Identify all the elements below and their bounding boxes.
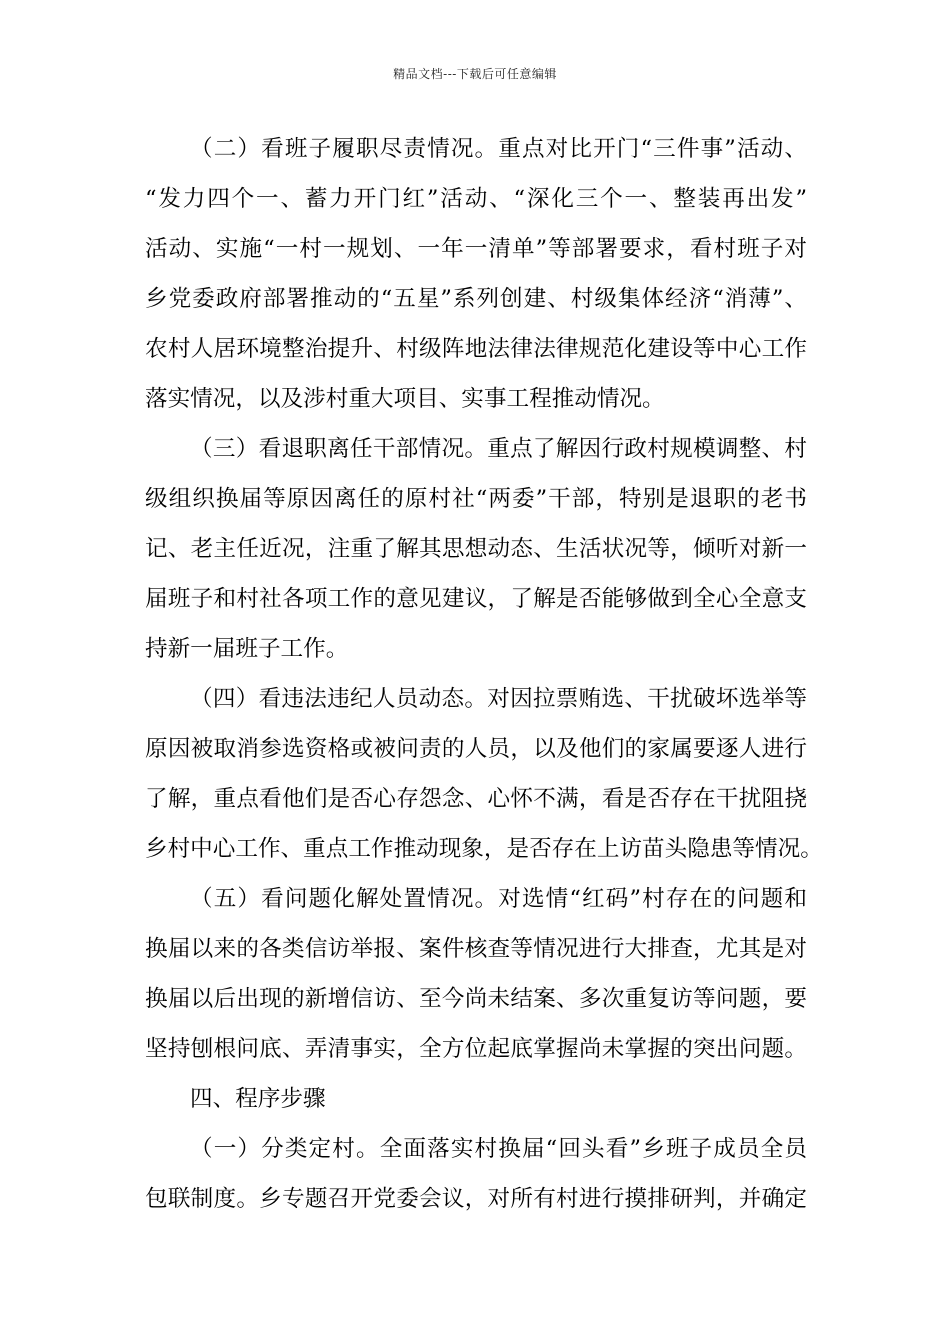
section-heading-procedure: 四、程序步骤 <box>190 1086 326 1112</box>
paragraph-3-line-5: 持新一届班子工作。 <box>145 636 349 662</box>
paragraph-4-line-3: 了解，重点看他们是否心存怨念、心怀不满，看是否存在干扰阻挠 <box>145 786 807 812</box>
paragraph-6-line-2: 包联制度。乡专题召开党委会议，对所有村进行摸排研判，并确定 <box>145 1186 807 1212</box>
paragraph-2-line-6: 落实情况，以及涉村重大项目、实事工程推动情况。 <box>145 386 665 412</box>
paragraph-2-line-2: “发力四个一、蓄力开门红”活动、“深化三个一、整装再出发” <box>145 186 807 212</box>
paragraph-3-line-3: 记、老主任近况，注重了解其思想动态、生活状况等，倾听对新一 <box>145 536 807 562</box>
paragraph-2-line-3: 活动、实施“一村一规划、一年一清单”等部署要求，看村班子对 <box>145 236 807 262</box>
page-header: 精品文档---下载后可任意编辑 <box>393 67 557 81</box>
paragraph-4-line-1: （四）看违法违纪人员动态。对因拉票贿选、干扰破坏选举等 <box>190 686 807 712</box>
paragraph-2-line-5: 农村人居环境整治提升、村级阵地法律法律规范化建设等中心工作 <box>145 336 807 362</box>
paragraph-6-line-1: （一）分类定村。全面落实村换届“回头看”乡班子成员全员 <box>190 1136 807 1162</box>
paragraph-5-line-2: 换届以来的各类信访举报、案件核查等情况进行大排查，尤其是对 <box>145 936 807 962</box>
paragraph-5-line-4: 坚持刨根问底、弄清事实，全方位起底掌握尚未掌握的突出问题。 <box>145 1036 807 1062</box>
paragraph-5-line-1: （五）看问题化解处置情况。对选情“红码”村存在的问题和 <box>190 886 807 912</box>
paragraph-2-line-1: （二）看班子履职尽责情况。重点对比开门“三件事”活动、 <box>190 136 807 162</box>
paragraph-3-line-2: 级组织换届等原因离任的原村社“两委”干部，特别是退职的老书 <box>145 486 807 512</box>
paragraph-2-line-4: 乡党委政府部署推动的“五星”系列创建、村级集体经济“消薄”、 <box>145 286 807 312</box>
document-body <box>145 124 823 1224</box>
paragraph-4-line-2: 原因被取消参选资格或被问责的人员，以及他们的家属要逐人进行 <box>145 736 807 762</box>
paragraph-3-line-4: 届班子和村社各项工作的意见建议，了解是否能够做到全心全意支 <box>145 586 807 612</box>
paragraph-5-line-3: 换届以后出现的新增信访、至今尚未结案、多次重复访等问题，要 <box>145 986 807 1012</box>
paragraph-3-line-1: （三）看退职离任干部情况。重点了解因行政村规模调整、村 <box>190 436 807 462</box>
paragraph-4-line-4: 乡村中心工作、重点工作推动现象，是否存在上访苗头隐患等情况。 <box>145 836 823 862</box>
